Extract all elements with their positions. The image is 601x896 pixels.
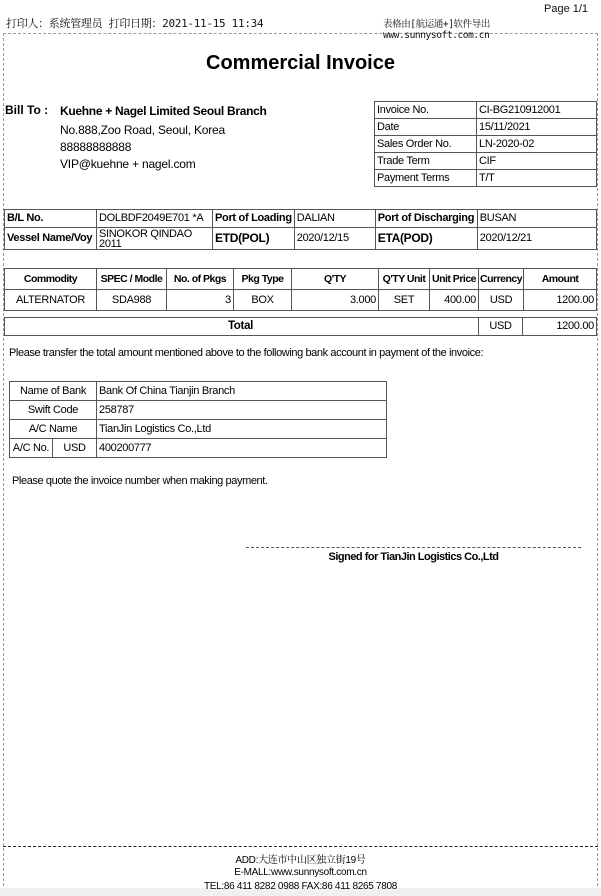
amount-cell: 1200.00 (524, 290, 597, 311)
transfer-note: Please transfer the total amount mentioned above to the following bank account in payment of the invoice: (9, 347, 484, 359)
bill-to-phone: 88888888888 (60, 140, 132, 154)
port-loading: DALIAN (294, 210, 375, 228)
eta: 2020/12/21 (477, 228, 596, 250)
col-currency: Currency (479, 269, 524, 290)
bill-to-address: No.888,Zoo Road, Seoul, Korea (60, 123, 225, 137)
port-loading-label: Port of Loading (213, 210, 295, 228)
swift-label: Swift Code (10, 401, 97, 420)
qty-unit-cell: SET (379, 290, 430, 311)
vessel-name: SINOKOR QINDAO 2011 (97, 228, 213, 250)
etd: 2020/12/15 (294, 228, 375, 250)
shipping-table (4, 209, 597, 250)
quote-note: Please quote the invoice number when making payment. (12, 475, 268, 487)
payment-terms: T/T (477, 170, 597, 187)
invoice-number: CI-BG210912001 (477, 102, 597, 119)
spec-cell: SDA988 (97, 290, 167, 311)
unit-price-cell: 400.00 (430, 290, 479, 311)
currency-cell: USD (479, 290, 524, 311)
eta-label: ETA(POD) (375, 228, 477, 250)
bank-name-label: Name of Bank (10, 382, 97, 401)
col-amount: Amount (524, 269, 597, 290)
info-row-sales-order (375, 136, 597, 153)
qty-cell: 3.000 (292, 290, 379, 311)
bank-table (9, 381, 387, 458)
col-pkg-type: Pkg Type (234, 269, 292, 290)
col-unit-price: Unit Price (430, 269, 479, 290)
info-label: Sales Order No. (375, 136, 477, 153)
ac-name: TianJin Logistics Co.,Ltd (97, 420, 387, 439)
page-right-border (597, 33, 598, 896)
vessel-label: Vessel Name/Voy (5, 228, 97, 250)
total-label: Total (5, 318, 479, 336)
trade-term: CIF (477, 153, 597, 170)
ac-no-label: A/C No. (10, 439, 53, 458)
bank-row (10, 401, 387, 420)
bank-row (10, 420, 387, 439)
etd-label: ETD(POL) (213, 228, 295, 250)
goods-table (4, 268, 597, 311)
ac-currency: USD (53, 439, 97, 458)
total-row (5, 318, 597, 336)
footer-address: ADD:大连市中山区独立街19号 (235, 855, 366, 866)
swift-code: 258787 (97, 401, 387, 420)
ac-name-label: A/C Name (10, 420, 97, 439)
signature-line (246, 547, 581, 548)
bl-no: DOLBDF2049E701 *A (97, 210, 213, 228)
page-number: Page 1/1 (544, 3, 589, 15)
page-left-border (3, 33, 4, 896)
total-table (4, 317, 597, 336)
ac-no: 400200777 (97, 439, 387, 458)
shipping-row (5, 210, 597, 228)
col-spec: SPEC / Modle (97, 269, 167, 290)
bl-no-label: B/L No. (5, 210, 97, 228)
info-row-payment-terms (375, 170, 597, 187)
shipping-row (5, 228, 597, 250)
col-qty-unit: Q'TY Unit (379, 269, 430, 290)
invoice-date: 15/11/2021 (477, 119, 597, 136)
port-discharging: BUSAN (477, 210, 596, 228)
signature-text: Signed for TianJin Logistics Co.,Ltd (328, 551, 499, 563)
info-row-date (375, 119, 597, 136)
bank-row (10, 439, 387, 458)
footer-divider (3, 846, 598, 847)
document-title: Commercial Invoice (206, 52, 395, 74)
bank-row (10, 382, 387, 401)
port-discharging-label: Port of Discharging (375, 210, 477, 228)
sales-order-number: LN-2020-02 (477, 136, 597, 153)
info-row-invoice-no (375, 102, 597, 119)
footer-tel-fax: TEL:86 411 8282 0988 FAX:86 411 8265 7808 (203, 881, 398, 892)
goods-header-row (5, 269, 597, 290)
info-row-trade-term (375, 153, 597, 170)
commodity-cell: ALTERNATOR (5, 290, 97, 311)
info-label: Invoice No. (375, 102, 477, 119)
total-currency: USD (479, 318, 523, 336)
invoice-info-table (374, 101, 597, 187)
pkg-type-cell: BOX (234, 290, 292, 311)
bill-to-label: Bill To : (5, 103, 49, 117)
pkgs-cell: 3 (167, 290, 234, 311)
table-row (5, 290, 597, 311)
info-label: Date (375, 119, 477, 136)
footer-email: E-MALL:www.sunnysoft.com.cn (234, 867, 367, 878)
bill-to-email: VIP@kuehne + nagel.com (60, 157, 196, 171)
info-label: Trade Term (375, 153, 477, 170)
col-commodity: Commodity (5, 269, 97, 290)
info-label: Payment Terms (375, 170, 477, 187)
export-info: 表格由[航运通+]软件导出 www.sunnysoft.com.cn (383, 19, 490, 41)
col-qty: Q'TY (292, 269, 379, 290)
bank-name: Bank Of China Tianjin Branch (97, 382, 387, 401)
col-pkgs: No. of Pkgs (167, 269, 234, 290)
bill-to-name: Kuehne + Nagel Limited Seoul Branch (60, 104, 267, 118)
printer-info: 打印人：系统管理员 打印日期：2021-11-15 11:34 (6, 17, 264, 30)
total-amount: 1200.00 (523, 318, 597, 336)
